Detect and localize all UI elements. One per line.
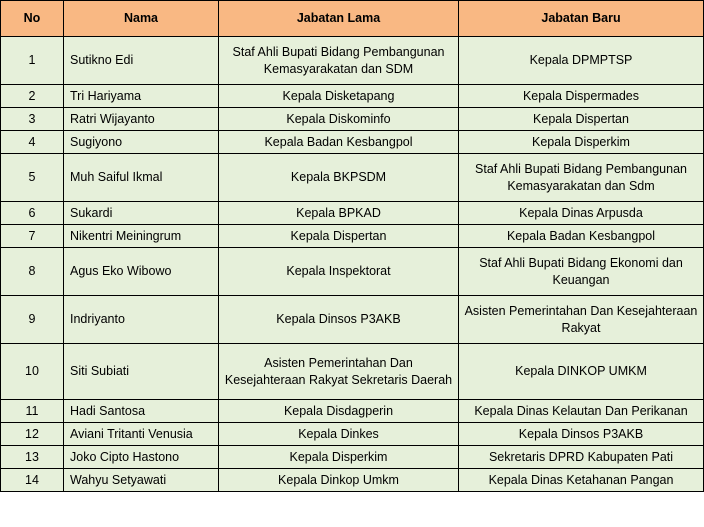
cell-jabatan-lama: Kepala BKPSDM bbox=[219, 154, 459, 202]
table-row bbox=[1, 225, 704, 248]
cell-jabatan-lama: Kepala Dinsos P3AKB bbox=[219, 296, 459, 344]
cell-nama: Aviani Tritanti Venusia bbox=[64, 423, 219, 446]
table-row bbox=[1, 248, 704, 296]
cell-jabatan-baru: Kepala Disperkim bbox=[459, 131, 704, 154]
cell-jabatan-lama: Kepala Diskominfo bbox=[219, 108, 459, 131]
table-row bbox=[1, 400, 704, 423]
cell-jabatan-lama: Asisten Pemerintahan Dan Kesejahteraan Rakyat Sekretaris Daerah bbox=[219, 344, 459, 400]
table-row bbox=[1, 85, 704, 108]
table-row bbox=[1, 423, 704, 446]
cell-jabatan-baru: Asisten Pemerintahan Dan Kesejahteraan Rakyat bbox=[459, 296, 704, 344]
cell-nama: Tri Hariyama bbox=[64, 85, 219, 108]
header-no: No bbox=[1, 1, 64, 37]
cell-jabatan-baru: Staf Ahli Bupati Bidang Ekonomi dan Keuangan bbox=[459, 248, 704, 296]
cell-nama: Joko Cipto Hastono bbox=[64, 446, 219, 469]
cell-no: 3 bbox=[1, 108, 64, 131]
cell-no: 7 bbox=[1, 225, 64, 248]
cell-nama: Ratri Wijayanto bbox=[64, 108, 219, 131]
cell-jabatan-baru: Kepala DPMPTSP bbox=[459, 37, 704, 85]
cell-no: 10 bbox=[1, 344, 64, 400]
table-row bbox=[1, 296, 704, 344]
cell-jabatan-lama: Kepala Dinkop Umkm bbox=[219, 469, 459, 492]
cell-jabatan-baru: Kepala Dispermades bbox=[459, 85, 704, 108]
cell-jabatan-baru: Kepala Dispertan bbox=[459, 108, 704, 131]
table-row bbox=[1, 344, 704, 400]
cell-jabatan-baru: Kepala Dinas Kelautan Dan Perikanan bbox=[459, 400, 704, 423]
cell-no: 14 bbox=[1, 469, 64, 492]
cell-nama: Sukardi bbox=[64, 202, 219, 225]
cell-jabatan-lama: Kepala Disketapang bbox=[219, 85, 459, 108]
table-row bbox=[1, 446, 704, 469]
table-row bbox=[1, 154, 704, 202]
table-row bbox=[1, 108, 704, 131]
cell-nama: Nikentri Meiningrum bbox=[64, 225, 219, 248]
header-row bbox=[1, 1, 704, 37]
table-row bbox=[1, 131, 704, 154]
cell-nama: Wahyu Setyawati bbox=[64, 469, 219, 492]
cell-no: 2 bbox=[1, 85, 64, 108]
cell-jabatan-lama: Staf Ahli Bupati Bidang Pembangunan Kemasyarakatan dan SDM bbox=[219, 37, 459, 85]
cell-no: 12 bbox=[1, 423, 64, 446]
cell-jabatan-lama: Kepala Disperkim bbox=[219, 446, 459, 469]
cell-jabatan-lama: Kepala Dinkes bbox=[219, 423, 459, 446]
table-row bbox=[1, 469, 704, 492]
cell-no: 5 bbox=[1, 154, 64, 202]
header-jabatan-lama: Jabatan Lama bbox=[219, 1, 459, 37]
table-row bbox=[1, 37, 704, 85]
table-row bbox=[1, 202, 704, 225]
cell-jabatan-lama: Kepala Disdagperin bbox=[219, 400, 459, 423]
header-jabatan-baru: Jabatan Baru bbox=[459, 1, 704, 37]
cell-nama: Agus Eko Wibowo bbox=[64, 248, 219, 296]
cell-jabatan-lama: Kepala BPKAD bbox=[219, 202, 459, 225]
cell-no: 8 bbox=[1, 248, 64, 296]
cell-nama: Siti Subiati bbox=[64, 344, 219, 400]
cell-jabatan-baru: Kepala Dinas Arpusda bbox=[459, 202, 704, 225]
cell-no: 6 bbox=[1, 202, 64, 225]
cell-nama: Hadi Santosa bbox=[64, 400, 219, 423]
cell-nama: Muh Saiful Ikmal bbox=[64, 154, 219, 202]
cell-jabatan-baru: Kepala Badan Kesbangpol bbox=[459, 225, 704, 248]
cell-nama: Sugiyono bbox=[64, 131, 219, 154]
cell-no: 4 bbox=[1, 131, 64, 154]
cell-nama: Indriyanto bbox=[64, 296, 219, 344]
cell-jabatan-lama: Kepala Badan Kesbangpol bbox=[219, 131, 459, 154]
cell-no: 11 bbox=[1, 400, 64, 423]
cell-nama: Sutikno Edi bbox=[64, 37, 219, 85]
cell-no: 9 bbox=[1, 296, 64, 344]
cell-jabatan-baru: Kepala DINKOP UMKM bbox=[459, 344, 704, 400]
cell-jabatan-baru: Staf Ahli Bupati Bidang Pembangunan Kemasyarakatan dan Sdm bbox=[459, 154, 704, 202]
cell-jabatan-baru: Kepala Dinsos P3AKB bbox=[459, 423, 704, 446]
cell-jabatan-baru: Sekretaris DPRD Kabupaten Pati bbox=[459, 446, 704, 469]
header-nama: Nama bbox=[64, 1, 219, 37]
cell-jabatan-baru: Kepala Dinas Ketahanan Pangan bbox=[459, 469, 704, 492]
cell-no: 1 bbox=[1, 37, 64, 85]
cell-jabatan-lama: Kepala Inspektorat bbox=[219, 248, 459, 296]
cell-no: 13 bbox=[1, 446, 64, 469]
cell-jabatan-lama: Kepala Dispertan bbox=[219, 225, 459, 248]
